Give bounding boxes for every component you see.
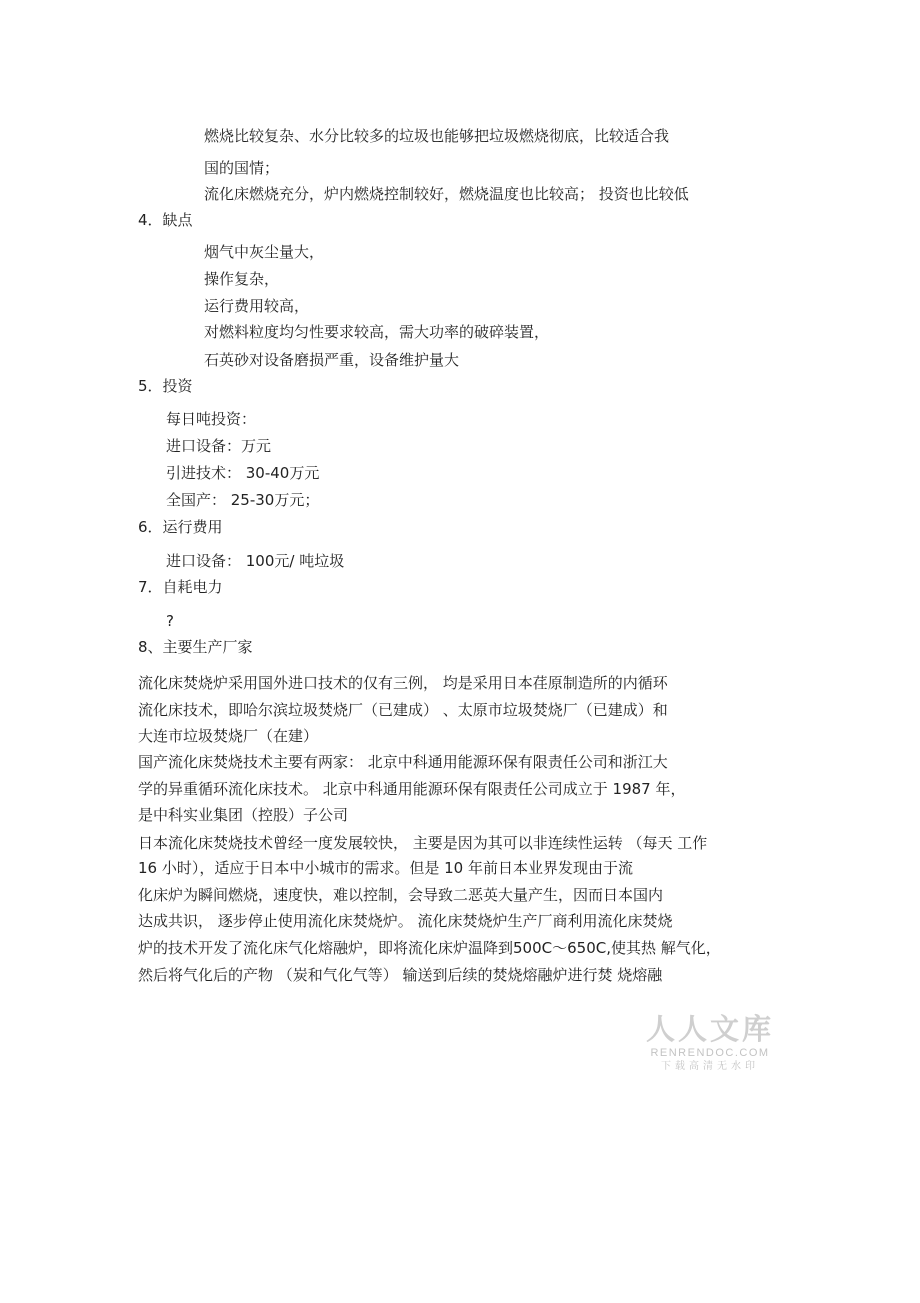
advantages-line-2: 国的国情； xyxy=(204,159,280,177)
disadvantage-item: 操作复杂， xyxy=(204,270,280,288)
advantages-line-1: 燃烧比较复杂、水分比较多的垃圾也能够把垃圾燃烧彻底，比较适合我 xyxy=(204,127,670,145)
manufacturers-paragraph-line: 炉的技术开发了流化床气化熔融炉，即将流化床炉温降到500C～650C,使其热 解气化， xyxy=(138,939,721,957)
section-5-heading: 5．投资 xyxy=(138,377,193,395)
investment-line: 进口设备：万元 xyxy=(166,437,272,455)
disadvantage-item: 石英砂对设备磨损严重，设备维护量大 xyxy=(204,351,460,369)
manufacturers-paragraph-line: 学的异重循环流化床技术。 北京中科通用能源环保有限责任公司成立于 1987 年， xyxy=(138,780,686,798)
watermark-domain: RENRENDOC.COM xyxy=(650,1047,770,1059)
manufacturers-paragraph-line: 流化床焚烧炉采用国外进口技术的仅有三例， 均是采用日本荏原制造所的内循环 xyxy=(138,674,668,692)
power-consumption-line: ? xyxy=(166,612,174,630)
disadvantage-item: 烟气中灰尘量大， xyxy=(204,243,325,261)
disadvantage-item: 对燃料粒度均匀性要求较高，需大功率的破碎装置， xyxy=(204,323,550,341)
disadvantage-item: 运行费用较高， xyxy=(204,297,310,315)
manufacturers-paragraph-line: 国产流化床焚烧技术主要有两家： 北京中科通用能源环保有限责任公司和浙江大 xyxy=(138,753,668,771)
manufacturers-paragraph-line: 大连市垃圾焚烧厂（在建） xyxy=(138,727,319,745)
manufacturers-paragraph-line: 化床炉为瞬间燃烧，速度快，难以控制，会导致二恶英大量产生，因而日本国内 xyxy=(138,886,664,904)
manufacturers-paragraph-line: 然后将气化后的产物 （炭和气化气等） 输送到后续的焚烧熔融炉进行焚 烧熔融 xyxy=(138,966,663,984)
section-6-heading: 6．运行费用 xyxy=(138,518,223,536)
investment-line: 每日吨投资： xyxy=(166,410,257,428)
manufacturers-paragraph-line: 日本流化床焚烧技术曾经一度发展较快， 主要是因为其可以非连续性运转 （每天 工作 xyxy=(138,834,708,852)
manufacturers-paragraph-line: 达成共识， 逐步停止使用流化床焚烧炉。 流化床焚烧炉生产厂商利用流化床焚烧 xyxy=(138,912,673,930)
manufacturers-paragraph-line: 流化床技术，即哈尔滨垃圾焚烧厂（已建成） 、太原市垃圾焚烧厂（已建成）和 xyxy=(138,701,668,719)
advantages-line-3: 流化床燃烧充分，炉内燃烧控制较好，燃烧温度也比较高； 投资也比较低 xyxy=(204,185,689,203)
watermark-title: 人人文库 xyxy=(646,1012,775,1046)
manufacturers-paragraph-line: 16 小时），适应于日本中小城市的需求。但是 10 年前日本业界发现由于流 xyxy=(138,859,633,877)
operating-cost-line: 进口设备： 100元/ 吨垃圾 xyxy=(166,552,345,570)
investment-line: 引进技术： 30-40万元 xyxy=(166,464,320,482)
investment-line: 全国产： 25-30万元； xyxy=(166,491,320,509)
watermark-slogan: 下载高清无水印 xyxy=(661,1061,759,1072)
section-4-heading: 4．缺点 xyxy=(138,211,193,229)
watermark xyxy=(646,1012,774,1073)
manufacturers-paragraph-line: 是中科实业集团（控股）子公司 xyxy=(138,806,349,824)
section-8-heading: 8、主要生产厂家 xyxy=(138,638,253,656)
section-7-heading: 7．自耗电力 xyxy=(138,578,223,596)
